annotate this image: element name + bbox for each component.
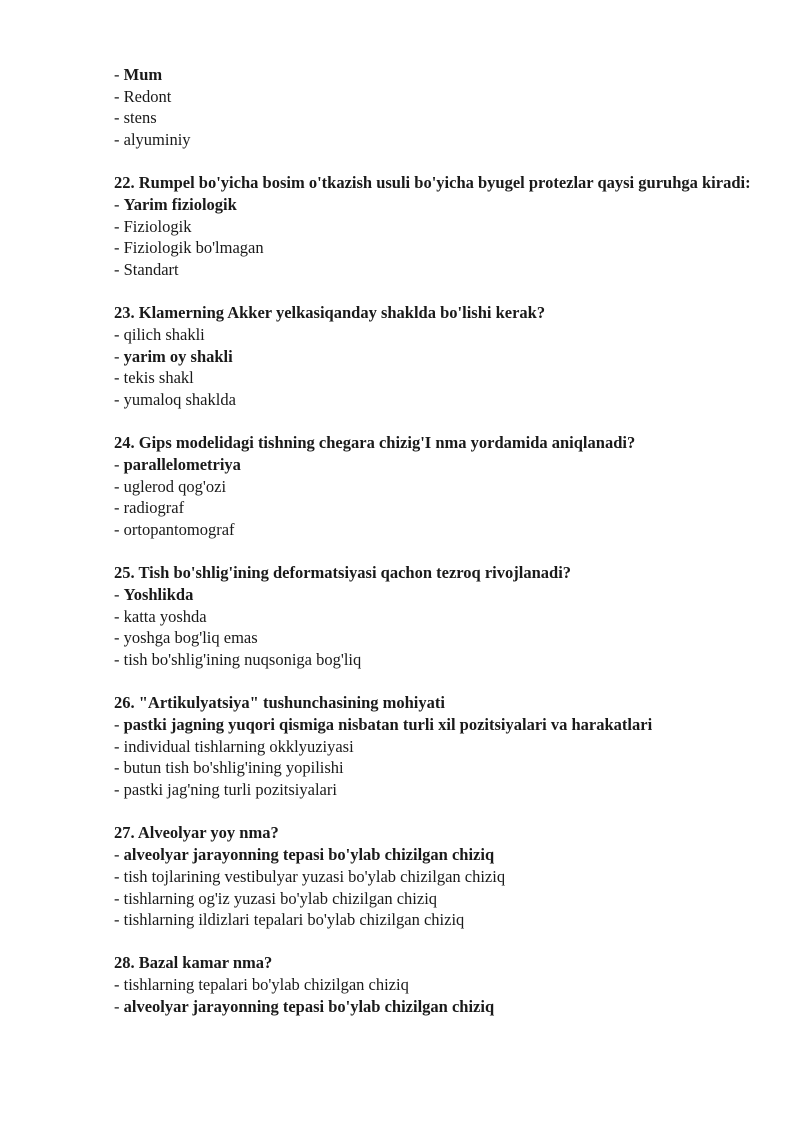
answer-option: [114, 86, 754, 108]
option-text: tekis shakl: [123, 368, 194, 388]
option-dash: -: [114, 888, 124, 908]
option-dash: -: [114, 455, 124, 475]
answer-option: [114, 736, 754, 758]
answer-option-correct: [114, 714, 754, 736]
question-block: [114, 64, 754, 151]
option-text: alveolyar jarayonning tepasi bo'ylab chizilgan chiziq: [123, 845, 495, 865]
answer-option: [114, 627, 754, 649]
option-text: tishlarning ildizlari tepalari bo'ylab chizilgan chiziq: [123, 910, 465, 930]
option-dash: -: [114, 975, 124, 995]
option-text: yumaloq shaklda: [123, 390, 236, 410]
option-text: pastki jag'ning turli pozitsiyalari: [123, 780, 337, 800]
option-dash: -: [114, 476, 124, 496]
option-text: uglerod qog'ozi: [123, 476, 227, 496]
option-text: butun tish bo'shlig'ining yopilishi: [123, 758, 344, 778]
question-text: 22. Rumpel bo'yicha bosim o'tkazish usuli bo'yicha byugel protezlar qaysi guruhga kiradi:: [114, 173, 751, 193]
option-text: alyuminiy: [123, 130, 191, 150]
option-dash: -: [114, 65, 124, 84]
answer-option: [114, 519, 754, 541]
answer-option: [114, 649, 754, 671]
answer-option-correct: [114, 584, 754, 606]
answer-option-correct: [114, 454, 754, 476]
question-text: 26. "Artikulyatsiya" tushunchasining mohiyati: [114, 693, 445, 713]
answer-option: [114, 129, 754, 151]
option-dash: -: [114, 758, 124, 778]
question-block: [114, 172, 754, 281]
option-text: tish bo'shlig'ining nuqsoniga bog'liq: [123, 650, 362, 670]
question-block: [114, 952, 754, 1017]
answer-option: [114, 606, 754, 628]
option-dash: -: [114, 238, 124, 258]
answer-option-correct: [114, 194, 754, 216]
option-dash: -: [114, 368, 124, 388]
option-text: tishlarning tepalari bo'ylab chizilgan chiziq: [123, 975, 409, 995]
option-dash: -: [114, 260, 124, 280]
option-dash: -: [114, 325, 124, 345]
option-text: Redont: [123, 86, 172, 106]
option-text: radiograf: [123, 498, 185, 518]
answer-option: [114, 216, 754, 238]
option-text: yoshga bog'liq emas: [123, 628, 258, 648]
option-dash: -: [114, 498, 124, 518]
option-text: qilich shakli: [123, 325, 205, 345]
question-block: [114, 822, 754, 931]
option-text: katta yoshda: [123, 606, 207, 626]
answer-option: [114, 779, 754, 801]
document-page: [114, 64, 754, 1039]
option-text: Fiziologik: [123, 216, 192, 236]
option-dash: -: [114, 585, 124, 605]
question-block: [114, 432, 754, 541]
option-dash: -: [114, 130, 124, 150]
answer-option-correct: [114, 996, 754, 1018]
answer-option: [114, 107, 754, 129]
option-text: pastki jagning yuqori qismiga nisbatan turli xil pozitsiyalari va harakatlari: [123, 715, 653, 735]
option-text: ortopantomograf: [123, 520, 235, 540]
answer-option-correct: [114, 844, 754, 866]
answer-option: [114, 909, 754, 931]
answer-option: [114, 866, 754, 888]
option-dash: -: [114, 390, 124, 410]
answer-option: [114, 476, 754, 498]
option-text: Yoshlikda: [123, 585, 194, 605]
question-text: 24. Gips modelidagi tishning chegara chizig'I nma yordamida aniqlanadi?: [114, 433, 636, 453]
option-text: Yarim fiziologik: [123, 195, 237, 215]
option-dash: -: [114, 86, 124, 106]
answer-option: [114, 497, 754, 519]
option-text: stens: [123, 108, 157, 128]
option-dash: -: [114, 910, 124, 930]
option-dash: -: [114, 108, 124, 128]
answer-option: [114, 974, 754, 996]
option-dash: -: [114, 715, 124, 735]
answer-option-correct: [114, 64, 754, 86]
option-text: tish tojlarining vestibulyar yuzasi bo'ylab chizilgan chiziq: [123, 866, 506, 886]
option-dash: -: [114, 996, 124, 1016]
question-block: [114, 692, 754, 801]
answer-option: [114, 888, 754, 910]
option-text: Standart: [123, 260, 179, 280]
option-text: tishlarning og'iz yuzasi bo'ylab chizilgan chiziq: [123, 888, 438, 908]
answer-option: [114, 757, 754, 779]
option-dash: -: [114, 650, 124, 670]
option-dash: -: [114, 845, 124, 865]
option-dash: -: [114, 628, 124, 648]
answer-option: [114, 324, 754, 346]
question-text: 27. Alveolyar yoy nma?: [114, 823, 279, 843]
question-text: 23. Klamerning Akker yelkasiqanday shaklda bo'lishi kerak?: [114, 303, 546, 323]
answer-option: [114, 389, 754, 411]
option-text: individual tishlarning okklyuziyasi: [123, 736, 354, 756]
option-text: Fiziologik bo'lmagan: [123, 238, 264, 258]
option-dash: -: [114, 606, 124, 626]
question-text: 25. Tish bo'shlig'ining deformatsiyasi qachon tezroq rivojlanadi?: [114, 563, 572, 583]
option-dash: -: [114, 736, 124, 756]
option-dash: -: [114, 780, 124, 800]
option-dash: -: [114, 216, 124, 236]
question-block: [114, 302, 754, 411]
option-dash: -: [114, 195, 124, 215]
option-text: Mum: [123, 65, 163, 84]
option-text: alveolyar jarayonning tepasi bo'ylab chizilgan chiziq: [123, 996, 495, 1016]
option-text: parallelometriya: [123, 455, 241, 475]
option-text: yarim oy shakli: [123, 346, 233, 366]
option-dash: -: [114, 520, 124, 540]
answer-option: [114, 237, 754, 259]
question-block: [114, 562, 754, 671]
answer-option: [114, 367, 754, 389]
option-dash: -: [114, 346, 124, 366]
question-text: 28. Bazal kamar nma?: [114, 953, 273, 973]
answer-option-correct: [114, 346, 754, 368]
option-dash: -: [114, 866, 124, 886]
answer-option: [114, 259, 754, 281]
